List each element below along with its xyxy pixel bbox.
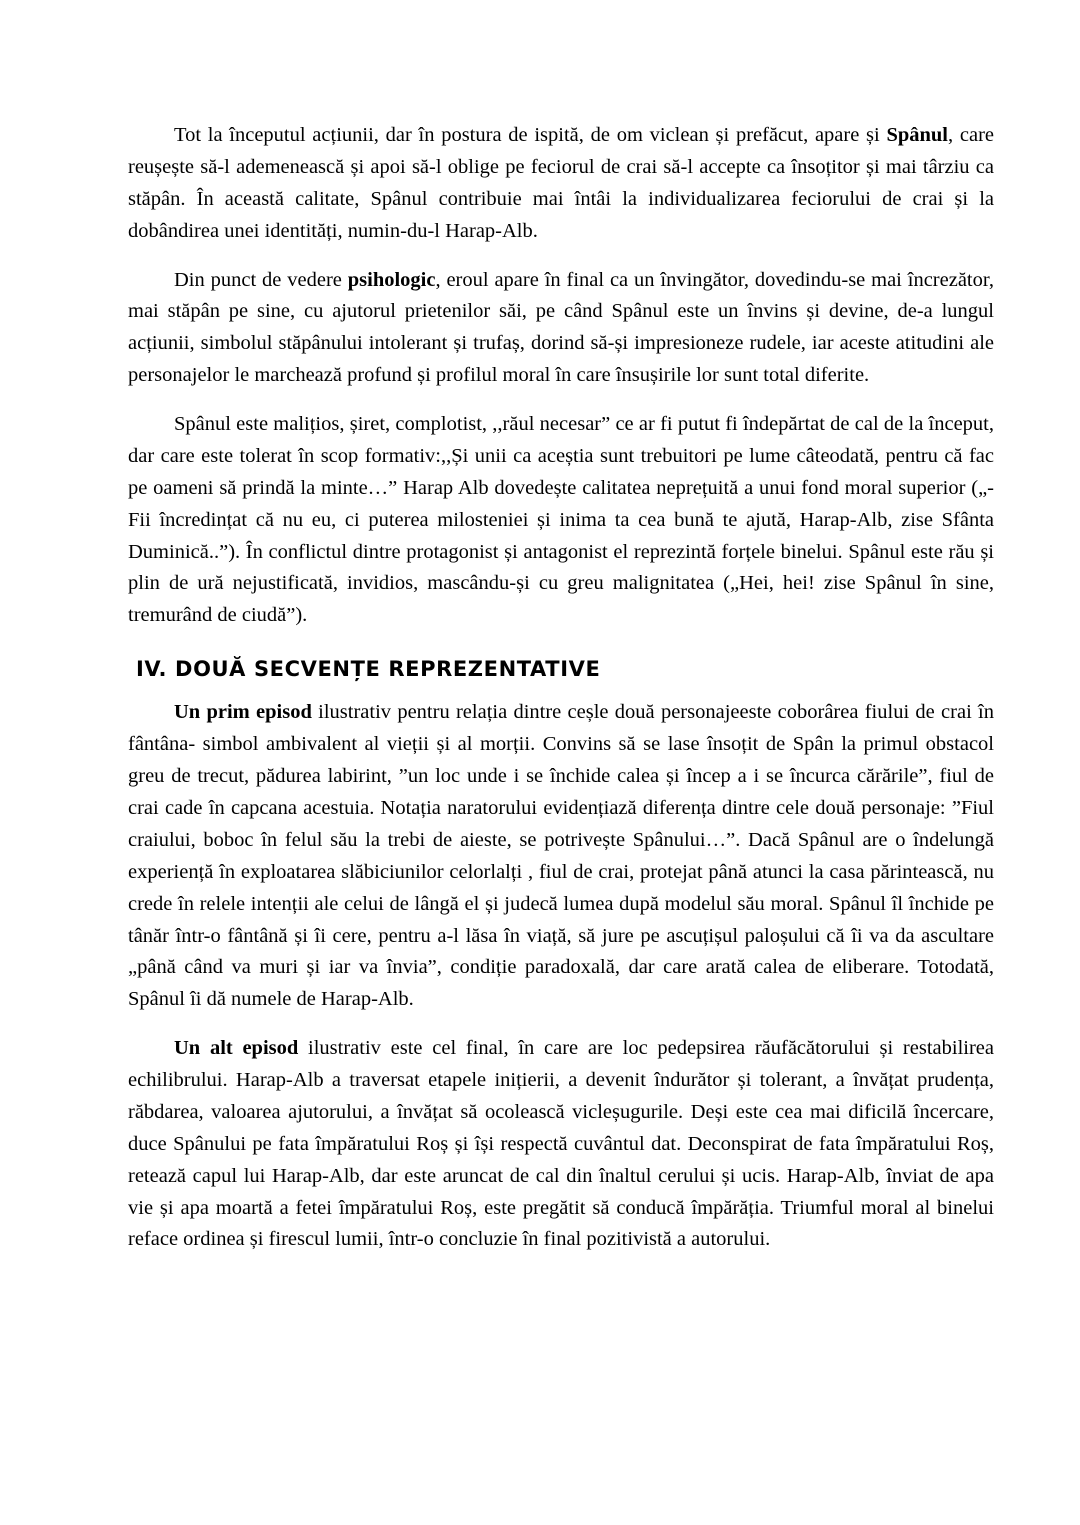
text-run-bold: Un prim episod (174, 701, 312, 724)
text-run: Tot la începutul acțiunii, dar în postura de ispită, de om viclean și prefăcut, apare și (174, 124, 887, 146)
paragraph-un-alt-episod (128, 1033, 994, 1256)
text-run: ilustrativ pentru relația dintre ceșle două personajeeste coborârea fiului de crai în fântâna- simbol ambivalent al vieții și al morții. Convins să se lase însoțit de Spân la primul obstacol greu de trecut, pădurea labirint, ”un loc unde i se închide calea și încep a i se încurca cărările”, fiul de crai cade în capcana acestuia. Notația naratorului evidențiază diferența dintre cele două personaje: ”Fiul craiului, boboc în felul său la trebi de aieste, se potrivește Spânului…”. Dacă Spânul are o îndelungă experiență în exploatarea slăbiciunilor celorlalți , fiul de crai, protejat până atunci la casa părintească, nu crede în relele intenții ale celui de lângă el și judecă lumea după modelul său moral. Spânul îl închide pe tânăr într-o fântână și îi cere, pentru a-l lăsa în viață, să jure pe ascuțișul paloșului că îi va da ascultare „până când va muri și iar va învia”, condiție paradoxală, dar care arată calea de eliberare. Totodată, Spânul îi dă numele de Harap-Alb. (128, 701, 994, 1011)
section-heading: IV. DOUĂ SECVENȚE REPREZENTATIVE (136, 657, 601, 682)
text-run-bold: Un alt episod (174, 1037, 299, 1060)
document-body (128, 120, 994, 1256)
text-run: Spânul este malițios, șiret, complotist, ,,răul necesar” ce ar fi putut fi îndepărtat de cal de la început, dar care este tolerat în scop formativ:,,Și unii ca aceștia sunt trebuitori pe lume câteodată, pentru că fac pe oameni să prindă la minte…” Harap Alb dovedește calitatea neprețuită a unui fond moral superior („- Fii încredințat că nu eu, ci puterea milosteniei și inima ta cea bună te ajută, Harap-Alb, zise Sfânta Duminică..”). În conflictul dintre protagonist și antagonist el reprezintă forțele binelui. Spânul este rău și plin de ură nejustificată, invidios, mascându-și cu greu malignitatea („Hei, hei! zise Spânul în sine, tremurând de ciudă”). (128, 413, 994, 627)
text-run: ilustrativ este cel final, în care are loc pedepsirea răufăcătorului și restabilirea echilibrului. Harap-Alb a traversat etapele inițierii, a devenit îndurător și tolerant, a învățat prudența, răbdarea, valoarea ajutorului, a învățat să ocolească vicleșugurile. Deși este cea mai dificilă încercare, duce Spânului pe fata împăratului Roș și își respectă cuvântul dat. Deconspirat de fata împăratului Roș, retează capul lui Harap-Alb, dar este aruncat de cal din înaltul cerului și ucis. Harap-Alb, înviat de apa vie și apa moartă a fetei împăratului Roș, este pregătit să conducă împărăția. Triumful moral al binelui reface ordinea și firescul lumii, într-o concluzie în final pozitivistă a autorului. (128, 1037, 994, 1251)
text-run-bold: psihologic (347, 268, 436, 291)
paragraph-psihologic (128, 265, 994, 393)
text-run-bold: Spânul (886, 124, 949, 146)
text-run: Din punct de vedere (174, 268, 348, 291)
paragraph-spanul-malitios (128, 409, 994, 632)
paragraph-spanul-intro (128, 120, 994, 248)
text-run: , care reușește să-l ademenească și apoi să-l oblige pe feciorul de crai să-l accepte ca însoțitor și mai târziu ca stăpân. În această calitate, Spânul contribuie mai întâi la individualizarea feciorului de crai și la dobândirea unei identități, numin-du-l Harap-Alb. (128, 124, 994, 242)
paragraph-un-prim-episod (128, 697, 994, 1016)
text-run: , eroul apare în final ca un învingător, dovedindu-se mai încrezător, mai stăpân pe sine, cu ajutorul prietenilor săi, pe când Spânul este un învins și devine, de-a lungul acțiunii, simbolul stăpânului intolerant și trufaș, dorind să-și impresioneze rudele, iar aceste atitudini ale personajelor le marchează profund și profilul moral în care însușirile lor sunt total diferite. (128, 268, 994, 387)
